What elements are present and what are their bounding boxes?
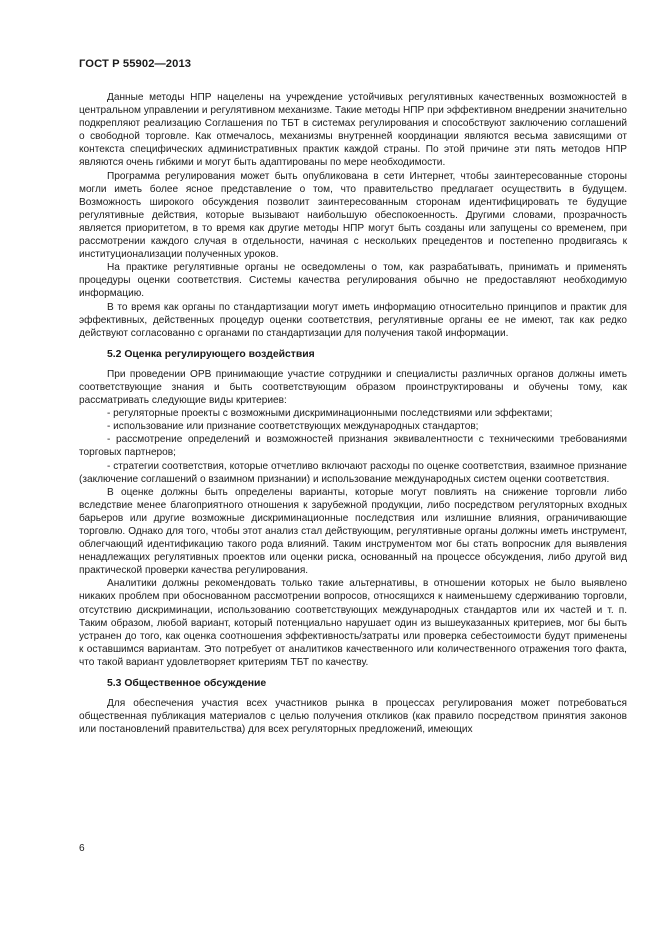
paragraph: На практике регулятивные органы не осведомлены о том, как разрабатывать, принимать и применять процедуры оценки соответствия. Системы качества регулирования обычно не предоставляют необходимую информацию.: [79, 262, 627, 300]
section-heading-5-3: 5.3 Общественное обсуждение: [107, 678, 267, 690]
paragraph: Программа регулирования может быть опубликована в сети Интернет, чтобы заинтересованные стороны могли иметь более ясное представление о том, что правительство предлагает осуществить в будущем. Возможность широкого обсуждения позволит заинтересованным сторонам идентифицировать те будущие регулятивные действия, которые вызывают наибольшую обеспокоенность. Другими словами, прозрачность является приоритетом, в то время как другие методы НПР могут быть созданы или запущены со временем, при рассмотрении каждого случая в отдельности, начиная с нескольких прецедентов и постепенно продвигаясь к институционализации полученных уроков.: [79, 170, 627, 261]
document-body: [79, 91, 627, 736]
paragraph: В оценке должны быть определены варианты, которые могут повлиять на снижение торговли либо вследствие менее благоприятного отношения к зарубежной продукции, либо посредством регуляторных входных барьеров или другие возможные дискриминационные последствия или излишние влияния, ограничивающие торговлю. Однако для того, чтобы этот анализ стал действующим, регулятивные органы должны иметь инструмент, облегчающий идентификацию такого рода влияний. Таким инструментом мог бы стать вопросник для выявления ненадлежащих регулятивных проектов или оценки риска, основанный на процессе обсуждения, либо другой вид практической проверки качества регулирования.: [79, 486, 627, 577]
paragraph: Для обеспечения участия всех участников рынка в процессах регулирования может потребоваться общественная публикация материалов с целью получения откликов (как правило посредством принятия законов или постановлений правительства) для всех регуляторных предложений, имеющих: [79, 698, 627, 736]
paragraph: Аналитики должны рекомендовать только такие альтернативы, в отношении которых не было выявлено никаких проблем при обоснованном рассмотрении вопросов, относящихся к наименьшему сдерживанию торговли, отсутствию дискриминации, использованию соответствующих международных стандартов или их частей и т. п. Таким образом, любой вариант, который потенциально нарушает один из вышеуказанных критериев, мог бы быть устранен до того, как оценка соотношения эффективность/затраты или проверка себестоимости будут применены к оставшимся вариантам. Это потребует от аналитиков качественного или количественного отражения того факта, что такой вариант удовлетворяет критериям ТБТ по качеству.: [79, 578, 627, 668]
paragraph: В то время как органы по стандартизации могут иметь информацию относительно принципов и практик для эффективных, действенных процедур оценки соответствия, регулятивные органы ее не имеют, так как редко действуют согласованно с органами по стандартизации для получения такой информации.: [79, 301, 627, 339]
paragraph: При проведении ОРВ принимающие участие сотрудники и специалисты различных органов должны иметь соответствующие знания и быть соответствующим образом проинструктированы и обучены тому, как рассматривать следующие виды критериев:: [79, 368, 627, 407]
paragraph: Данные методы НПР нацелены на учреждение устойчивых регулятивных качественных возможностей в центральном управлении и регулятивном механизме. Такие методы НПР при эффективном внедрении значительно подкрепляют реализацию Соглашения по ТБТ в системах регулирования и способствуют заключению соглашений о свободной торговле. Как отмечалось, механизмы внутренней координации являются весьма зависящими от контекста специфических административных практик каждой страны. По этой причине эти пять методов НПР являются очень гибкими и могут быть адаптированы по мере необходимости.: [79, 92, 627, 169]
list-item: - стратегии соответствия, которые отчетливо включают расходы по оценке соответствия, взаимное признание (заключение соглашений о взаимном признании) и использование международных систем оценки соответствия.: [79, 460, 627, 485]
standard-designation: ГОСТ Р 55902—2013: [79, 58, 192, 70]
section-heading-5-2: 5.2 Оценка регулирующего воздействия: [107, 348, 315, 360]
page-number: 6: [79, 843, 85, 854]
list-item: - рассмотрение определений и возможностей признания эквивалентности с техническими требованиями торговых партнеров;: [79, 434, 627, 459]
list-item: - регуляторные проекты с возможными дискриминационными последствиями или эффектами;: [107, 408, 553, 420]
list-item: - использование или признание соответствующих международных стандартов;: [107, 421, 479, 433]
